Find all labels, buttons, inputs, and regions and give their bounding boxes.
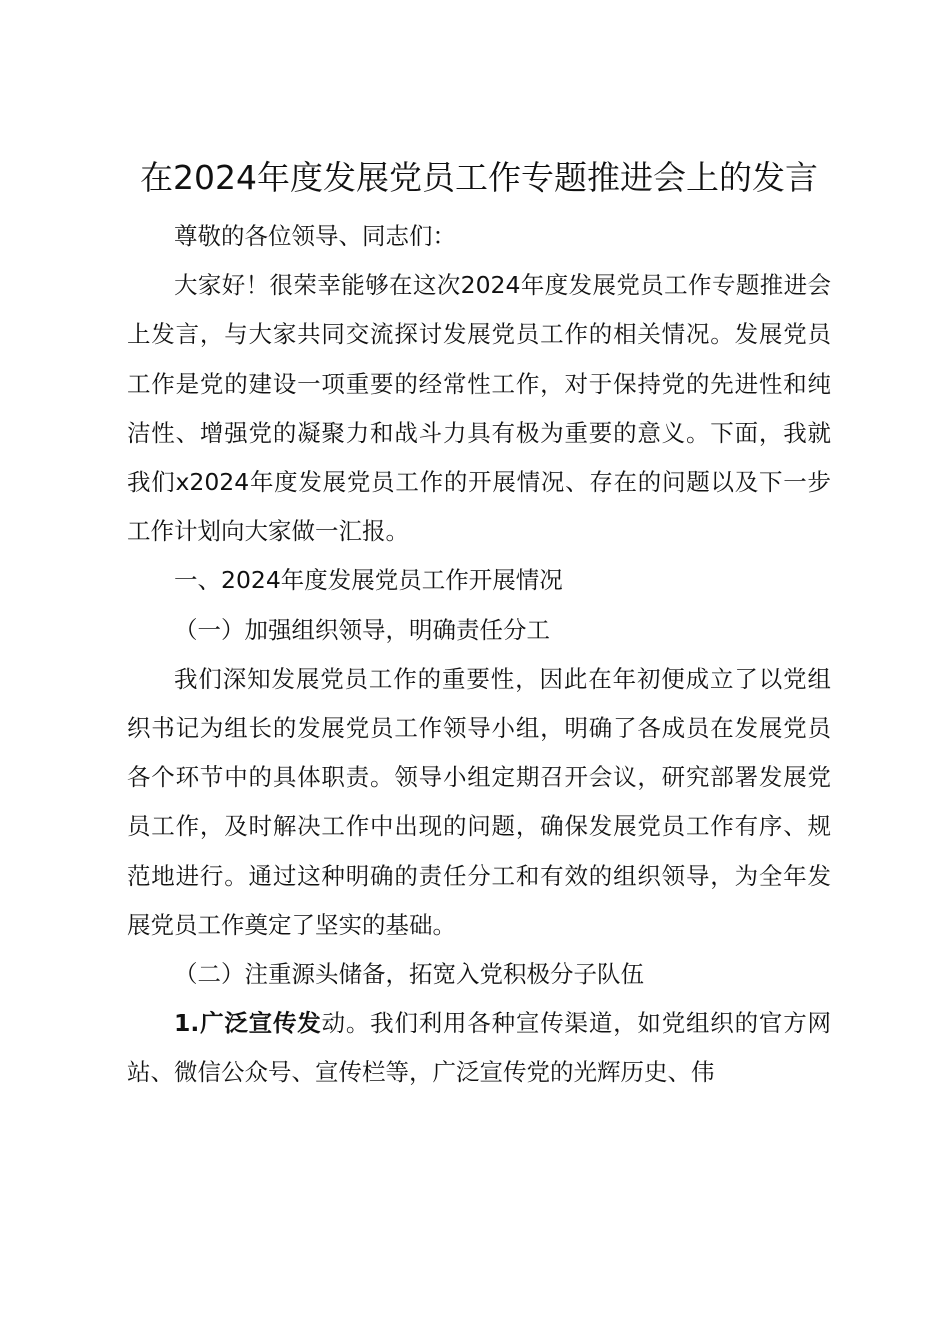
subsection-1-body: 我们深知发展党员工作的重要性，因此在年初便成立了以党组织书记为组长的发展党员工作领导小组，明确了各成员在发展党员各个环节中的具体职责。领导小组定期召开会议，研究部署发展党员工作，及时解决工作中出现的问题，确保发展党员工作有序、规范地进行。通过这种明确的责任分工和有效的组织领导，为全年发展党员工作奠定了坚实的基础。 [127,664,831,939]
salutation: 尊敬的各位领导、同志们： [174,222,456,250]
item-1-paragraph [127,999,831,1097]
document-page [127,155,831,1098]
subsection-heading-2: （二）注重源头储备，拓宽入党积极分子队伍 [174,960,644,989]
section-heading-1: 一、2024年度发展党员工作开展情况 [174,566,563,595]
intro-paragraph: 大家好！很荣幸能够在这次2024年度发展党员工作专题推进会上发言，与大家共同交流探讨发展党员工作的相关情况。发展党员工作是党的建设一项重要的经常性工作，对于保持党的先进性和纯洁性、增强党的凝聚力和战斗力具有极为重要的意义。下面，我就我们x2024年度发展党员工作的开展情况、存在的问题以及下一步工作计划向大家做一汇报。 [127,271,831,546]
subsection-heading-1: （一）加强组织领导，明确责任分工 [174,615,550,644]
item-1-lead: 1.广泛宣传发 [174,1009,322,1038]
item-1-body: 动。我们利用各种宣传渠道，如党组织的官方网站、微信公众号、宣传栏等，广泛宣传党的光辉历史、伟 [127,1009,831,1087]
document-title: 在2024年度发展党员工作专题推进会上的发言 [140,158,818,197]
